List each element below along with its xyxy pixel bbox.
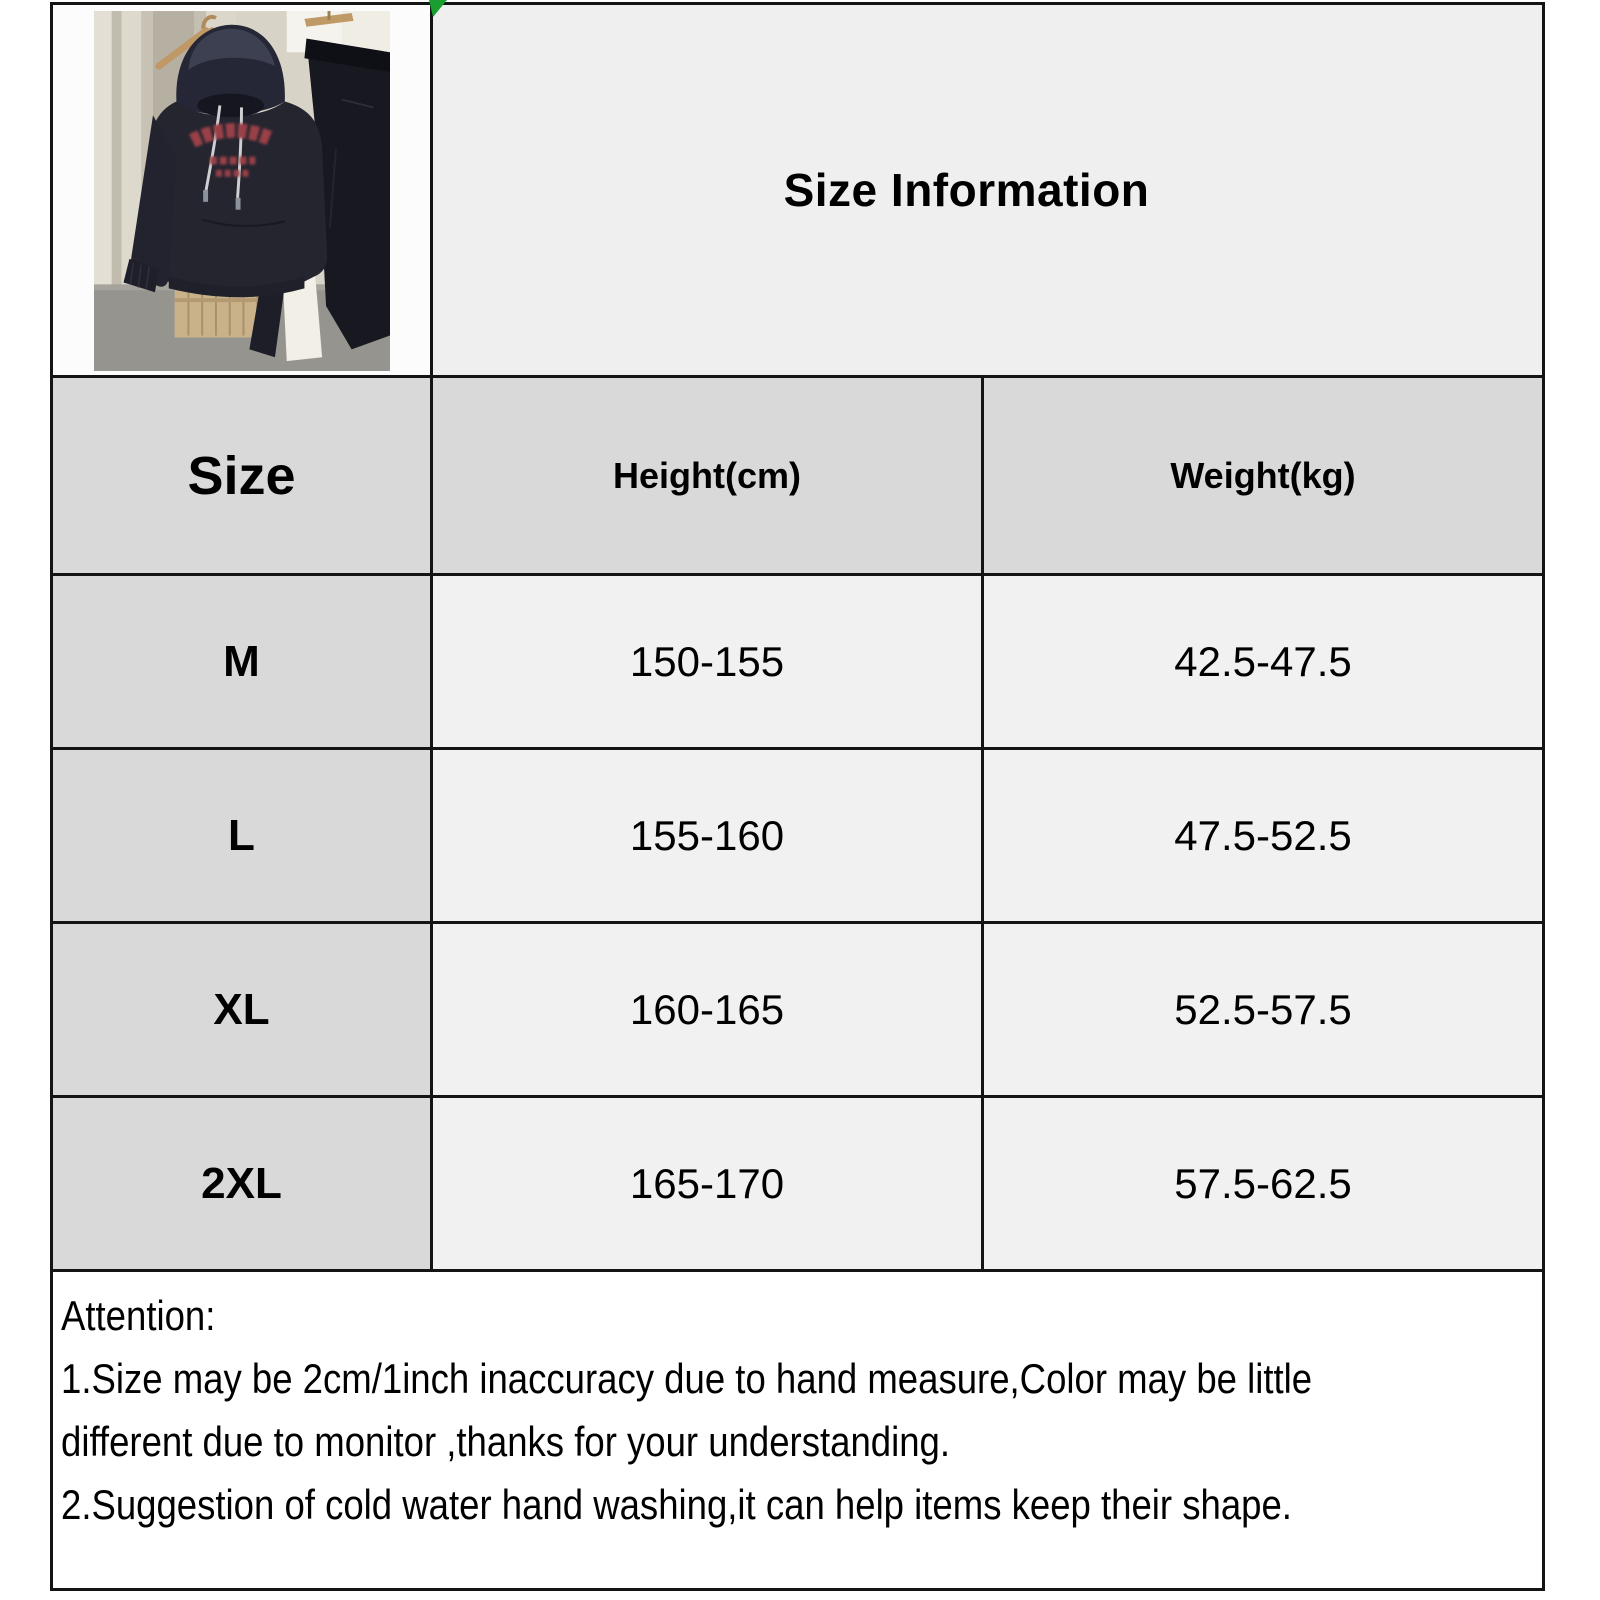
- table-row-l-size: [53, 750, 433, 924]
- green-flag-icon: [429, 0, 447, 17]
- attention-heading: Attention:: [61, 1292, 216, 1339]
- header-weight-label: Weight(kg): [1170, 454, 1356, 496]
- product-photo: [94, 11, 390, 371]
- size-label: 2XL: [201, 1158, 282, 1208]
- weight-value: 52.5-57.5: [1174, 985, 1352, 1033]
- attention-text-block: [61, 1284, 1349, 1536]
- header-weight: [984, 378, 1542, 576]
- product-photo-cell: [53, 5, 433, 378]
- height-value: 155-160: [629, 811, 785, 859]
- table-row-l-weight: [984, 750, 1542, 924]
- table-row-xl-weight: [984, 924, 1542, 1098]
- attention-section: [53, 1272, 1542, 1588]
- page-title: Size Information: [783, 164, 1150, 216]
- header-size-label: Size: [187, 445, 296, 506]
- table-row-l-height: [433, 750, 984, 924]
- height-value: 165-170: [629, 1159, 785, 1207]
- table-row-xl-height: [433, 924, 984, 1098]
- header-size: [53, 378, 433, 576]
- weight-value: 42.5-47.5: [1174, 637, 1352, 685]
- size-label: XL: [213, 984, 270, 1034]
- weight-value: 57.5-62.5: [1174, 1159, 1352, 1207]
- table-row-2xl-size: [53, 1098, 433, 1272]
- header-height: [433, 378, 984, 576]
- table-row-2xl-weight: [984, 1098, 1542, 1272]
- size-label: M: [223, 636, 260, 686]
- table-row-m-height: [433, 576, 984, 750]
- size-information-sheet: [50, 2, 1545, 1591]
- height-value: 160-165: [629, 985, 785, 1033]
- attention-note-1: 1.Size may be 2cm/1inch inaccuracy due to hand measure,Color may be little different due to monitor ,thanks for your understanding.: [61, 1355, 1313, 1465]
- attention-note-2: 2.Suggestion of cold water hand washing,it can help items keep their shape.: [61, 1481, 1292, 1528]
- height-value: 150-155: [629, 637, 785, 685]
- table-row-m-weight: [984, 576, 1542, 750]
- weight-value: 47.5-52.5: [1174, 811, 1352, 859]
- header-height-label: Height(cm): [613, 454, 801, 496]
- size-label: L: [228, 810, 255, 860]
- table-row-xl-size: [53, 924, 433, 1098]
- table-row-m-size: [53, 576, 433, 750]
- table-row-2xl-height: [433, 1098, 984, 1272]
- title-cell: [433, 5, 1542, 378]
